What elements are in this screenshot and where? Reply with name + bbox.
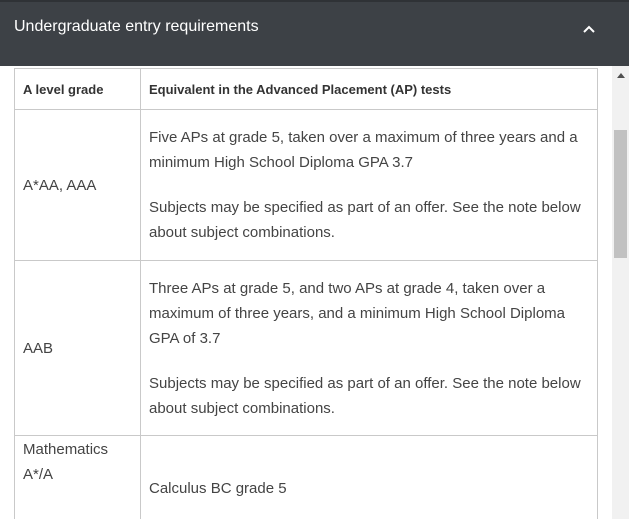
equivalent-cell [141,110,598,261]
equivalent-cell [141,436,598,519]
accordion-toggle-button[interactable] [576,16,602,42]
accordion-panel [0,66,629,519]
grade-cell: Mathematics A*/A [15,436,141,519]
grade-cell: AAB [15,261,141,436]
column-header-grade: A level grade [15,69,141,110]
equivalent-text: Calculus BC grade 5 [149,479,287,497]
equivalent-text: Five APs at grade 5, taken over a maximum of three years and a minimum High School Diploma GPA 3.7 [149,129,578,171]
equivalent-cell [141,261,598,436]
subjects-note: Subjects may be specified as part of an offer. See the note below about subject combinations. [149,374,581,417]
accordion-title: Undergraduate entry requirements [14,18,259,35]
scroll-up-button[interactable] [612,68,629,82]
column-header-equivalent: Equivalent in the Advanced Placement (AP) tests [141,69,598,110]
equivalent-text: Three APs at grade 5, and two APs at grade 4, taken over a maximum of three years, and a minimum High School Diploma GPA of 3.7 [149,279,565,347]
table-row [15,110,598,261]
grade-cell: A*AA, AAA [15,110,141,261]
vertical-scrollbar[interactable] [612,66,629,519]
table-row [15,261,598,436]
scrollbar-thumb[interactable] [614,130,627,258]
table-header-row [15,69,598,110]
table-row [15,436,598,519]
entry-requirements-table [14,68,598,519]
chevron-up-icon [582,24,596,34]
subjects-note: Subjects may be specified as part of an offer. See the note below about subject combinations. [149,199,581,241]
accordion-header[interactable] [0,0,629,66]
triangle-up-icon [617,72,625,78]
